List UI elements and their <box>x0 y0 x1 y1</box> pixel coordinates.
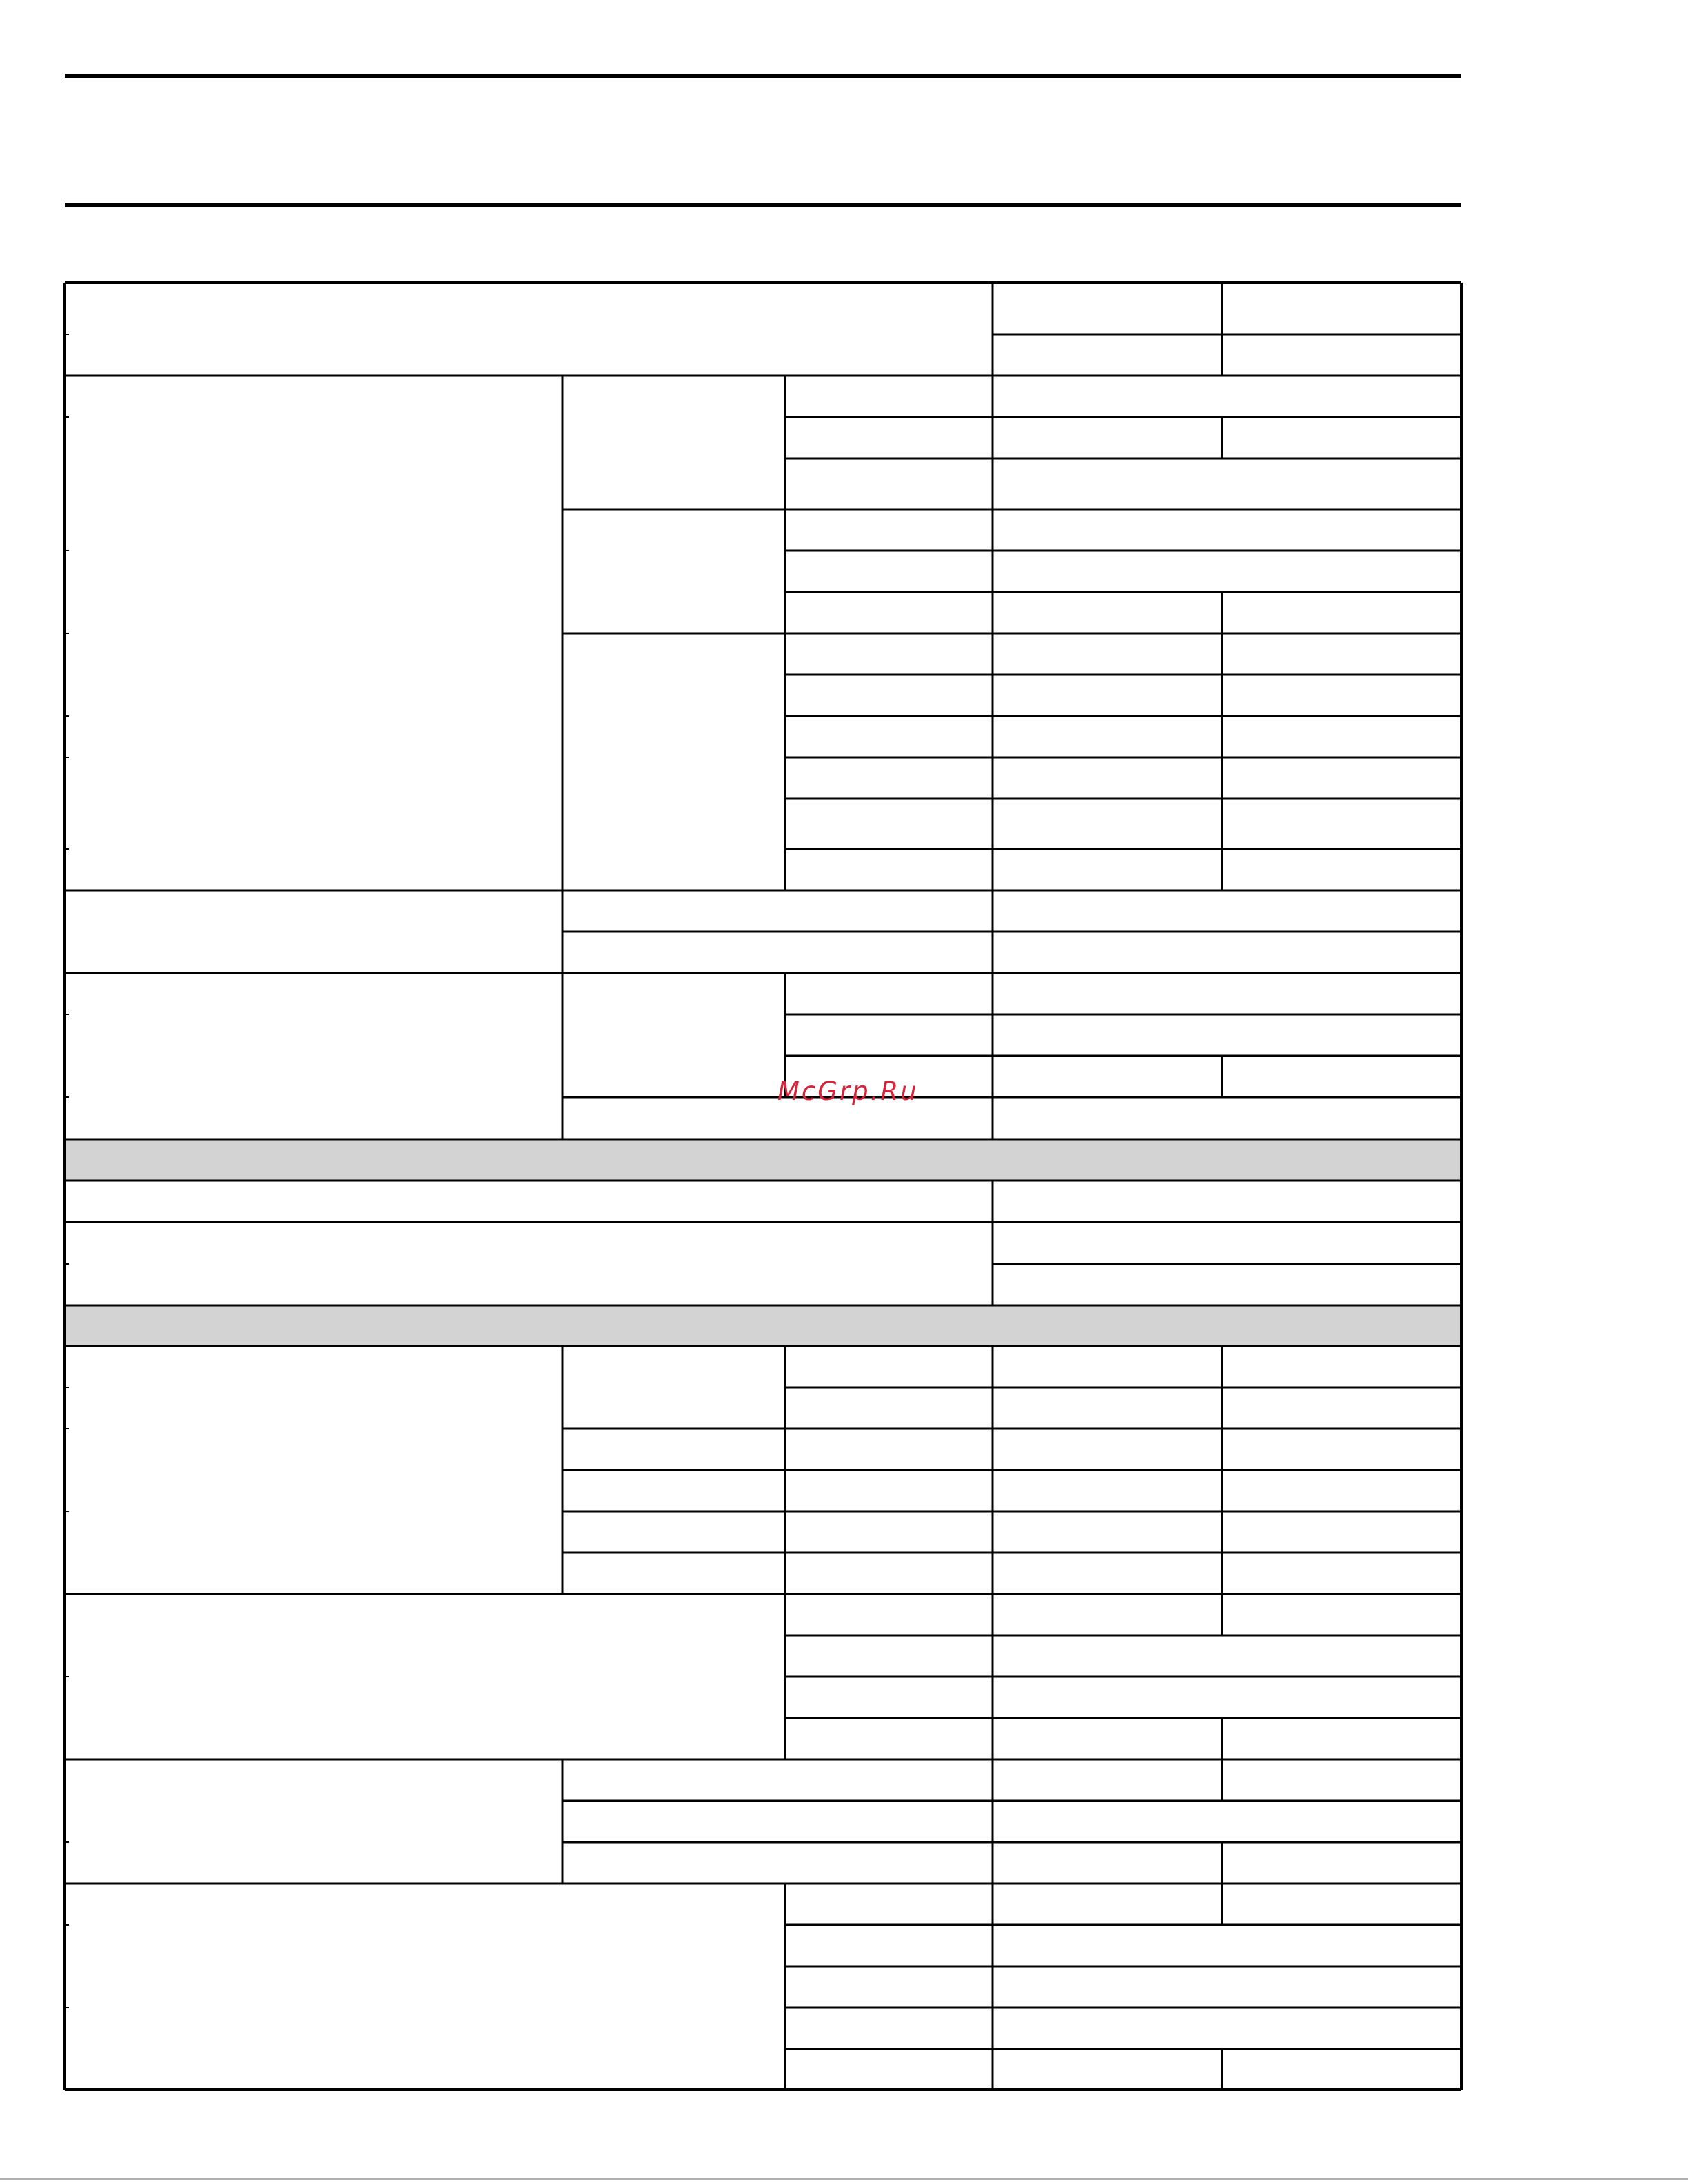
section-band-2 <box>65 1305 1461 1346</box>
watermark-text: McGrp.Ru <box>777 1076 919 1106</box>
section-band-1 <box>65 1139 1461 1181</box>
footer-rule <box>0 2178 1688 2180</box>
